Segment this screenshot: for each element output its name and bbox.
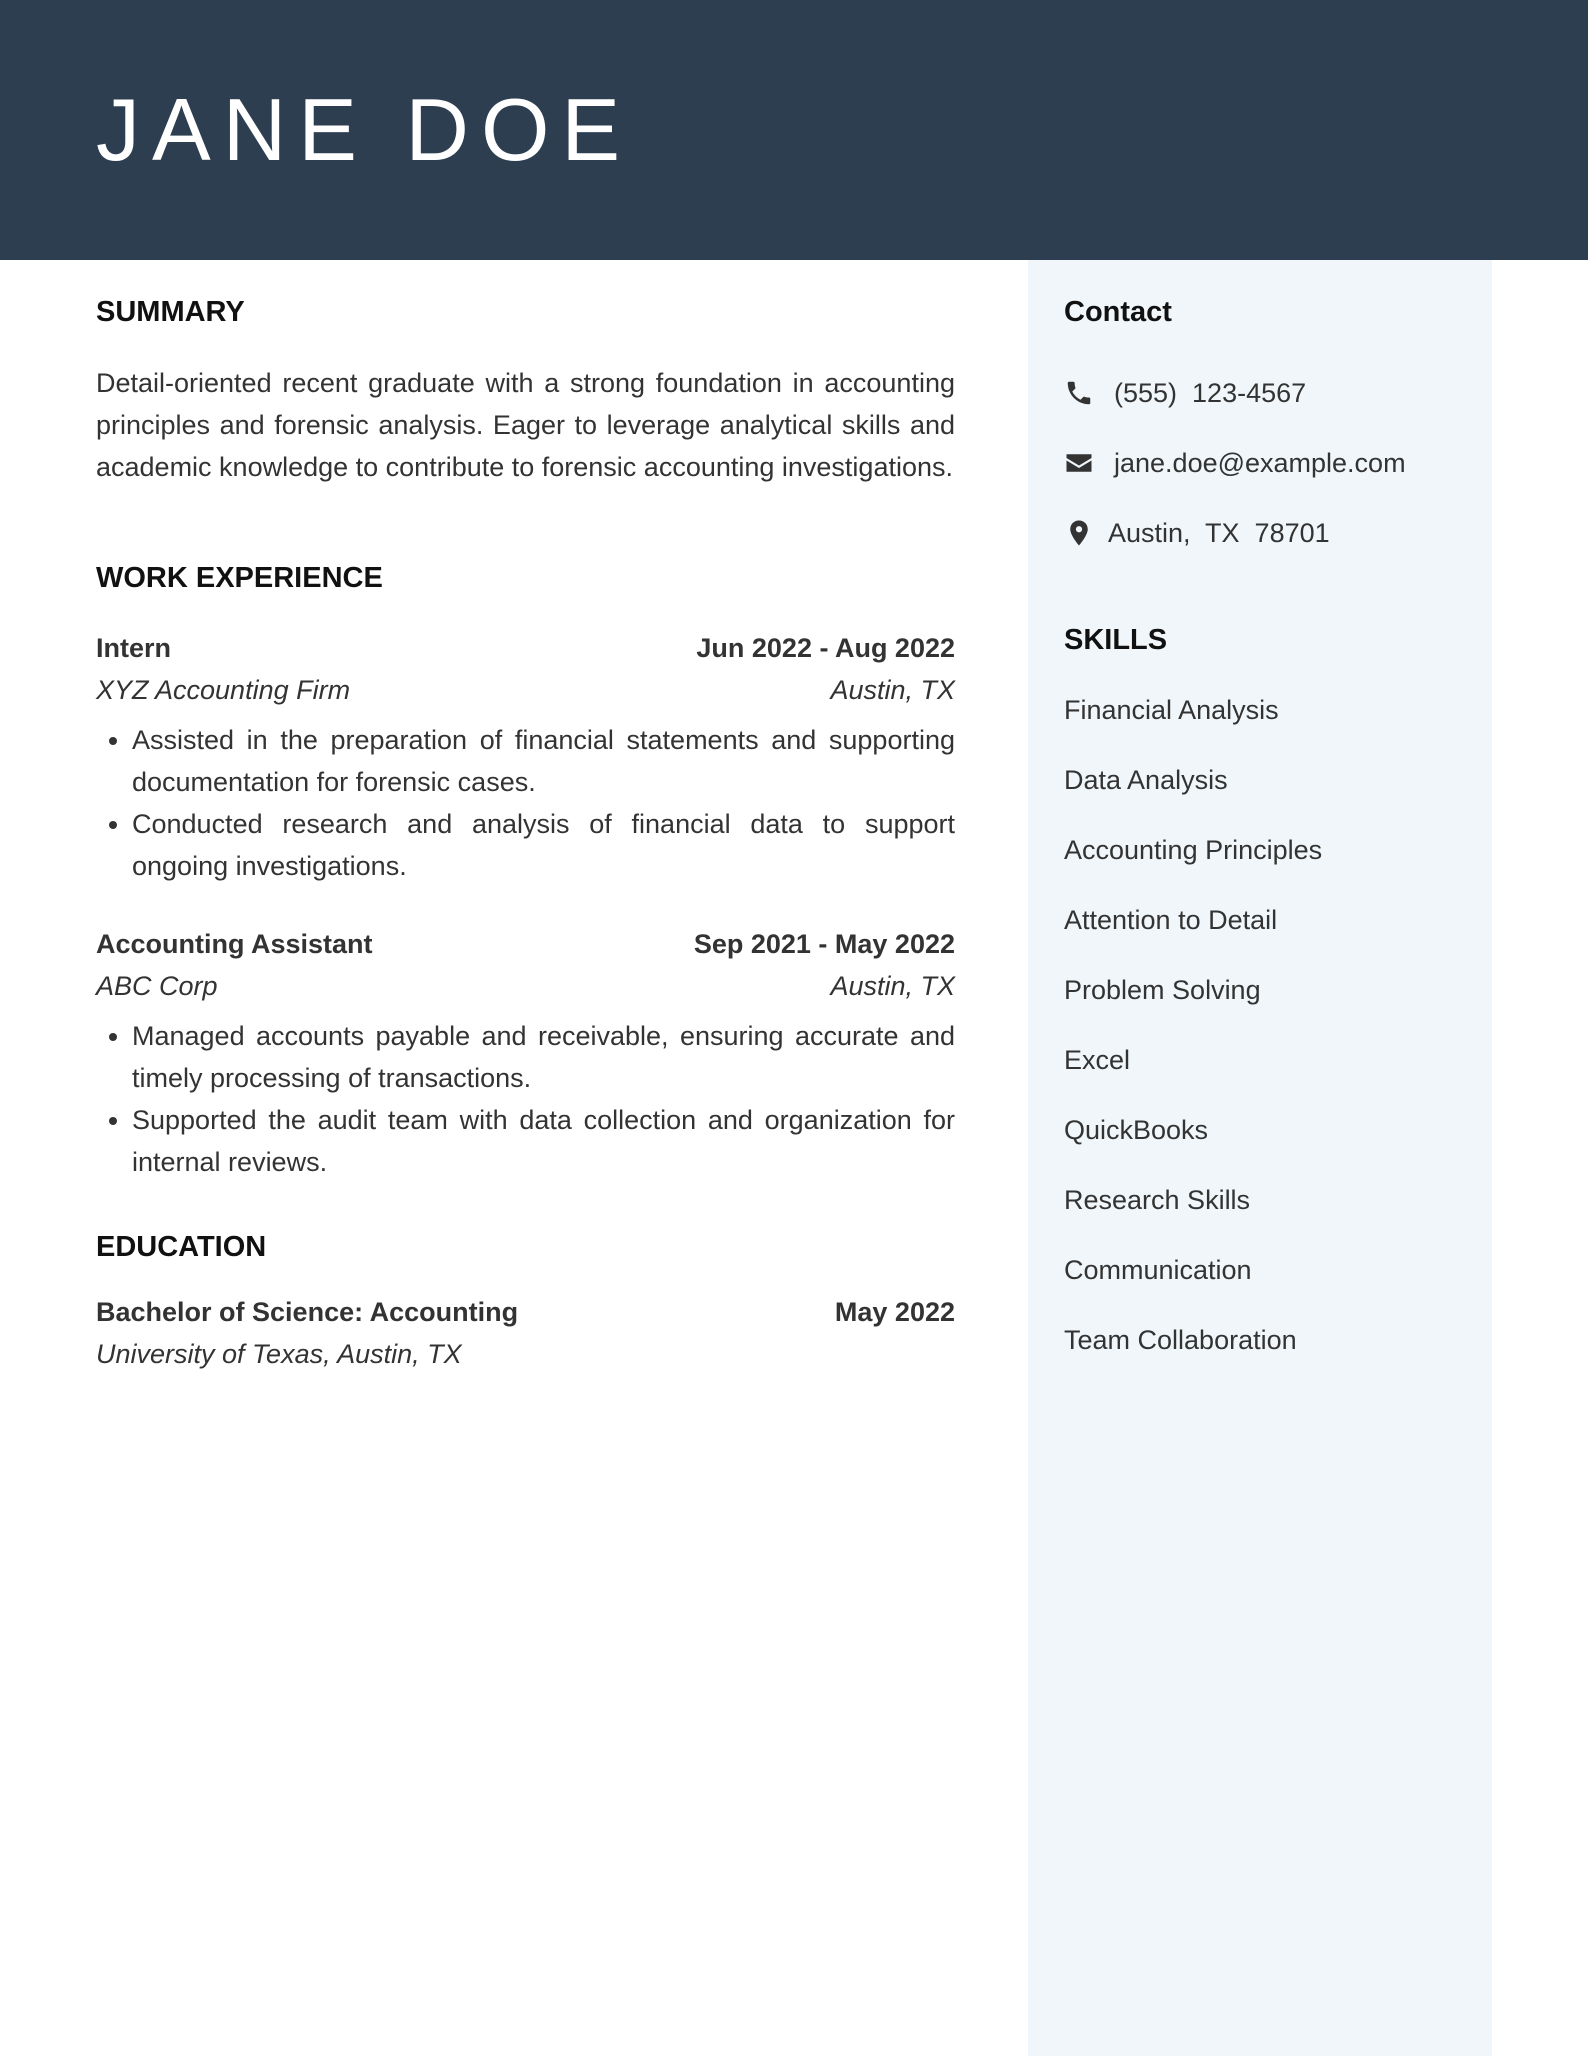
skill-item: Accounting Principles: [1064, 835, 1323, 865]
contact-heading: Contact: [1064, 296, 1172, 328]
header-banner: [0, 0, 1588, 260]
work-experience-heading: WORK EXPERIENCE: [96, 562, 383, 594]
job-dates: Sep 2021 - May 2022: [693, 929, 955, 959]
job-entry: [96, 627, 955, 887]
phone-number: (555) 123-4567: [1114, 378, 1307, 408]
job-bullet: • Assisted in the preparation of financial statements and supporting documentation for forensic cases.: [132, 719, 955, 803]
job-role: Intern: [96, 633, 172, 663]
job-bullet: • Managed accounts payable and receivable, ensuring accurate and timely processing of transactions.: [132, 1015, 955, 1099]
email-address: jane.doe@example.com: [1114, 448, 1406, 478]
education-entry: [96, 1291, 955, 1375]
summary-text: Detail-oriented recent graduate with a strong foundation in accounting principles and forensic analysis. Eager to leverage analytical skills and academic knowledge to contribute to forensic accounting investigations.: [96, 368, 955, 482]
education-heading: EDUCATION: [96, 1231, 267, 1263]
contact-email: [1064, 443, 1406, 483]
job-dates: Jun 2022 - Aug 2022: [696, 633, 955, 663]
job-company: ABC Corp: [96, 971, 218, 1001]
skill-item: Team Collaboration: [1064, 1325, 1297, 1355]
job-bullet: • Supported the audit team with data collection and organization for internal reviews.: [132, 1099, 955, 1183]
map-pin-icon: [1064, 518, 1094, 548]
skill-item: Excel: [1064, 1045, 1131, 1075]
job-bullets: [96, 719, 955, 887]
location-text: Austin, TX 78701: [1108, 518, 1330, 548]
graduation-date: May 2022: [834, 1297, 955, 1327]
skill-item: QuickBooks: [1064, 1115, 1209, 1145]
skill-item: Problem Solving: [1064, 975, 1261, 1005]
skill-item: Communication: [1064, 1255, 1252, 1285]
skill-item: Attention to Detail: [1064, 905, 1278, 935]
candidate-name: JANE DOE: [96, 80, 633, 179]
job-entry: [96, 923, 955, 1183]
job-bullet: • Conducted research and analysis of financial data to support ongoing investigations.: [132, 803, 955, 887]
job-location: Austin, TX: [830, 675, 955, 705]
skill-item: Research Skills: [1064, 1185, 1251, 1215]
skills-heading: SKILLS: [1064, 624, 1168, 656]
contact-location: [1064, 513, 1330, 553]
envelope-icon: [1064, 448, 1094, 478]
degree: Bachelor of Science: Accounting: [96, 1297, 519, 1327]
contact-phone: [1064, 373, 1306, 413]
skill-item: Financial Analysis: [1064, 695, 1279, 725]
job-company: XYZ Accounting Firm: [96, 675, 351, 705]
summary-heading: SUMMARY: [96, 296, 245, 328]
sidebar: [1028, 260, 1492, 2056]
school: University of Texas, Austin, TX: [96, 1339, 462, 1369]
phone-icon: [1064, 378, 1094, 408]
job-location: Austin, TX: [830, 971, 955, 1001]
job-bullets: [96, 1015, 955, 1183]
job-role: Accounting Assistant: [96, 929, 373, 959]
skill-item: Data Analysis: [1064, 765, 1228, 795]
